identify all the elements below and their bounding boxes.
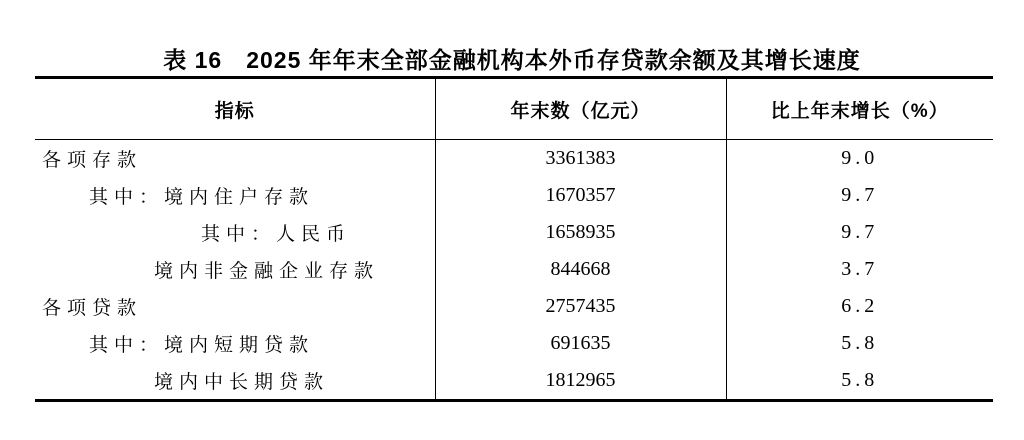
header-amount: 年末数（亿元） [435,78,726,140]
row-indicator: 各项贷款 [42,298,143,319]
row-growth: 5.8 [841,369,879,391]
row-indicator: 各项存款 [42,150,143,171]
table-title: 表 16 2025 年年末全部金融机构本外币存贷款余额及其增长速度 [163,47,861,73]
table-row [35,325,993,362]
row-amount: 2757435 [435,288,726,325]
table-row [35,140,993,178]
row-growth: 5.8 [841,332,879,354]
row-indicator: 境内中长期贷款 [154,372,330,393]
table-row [35,362,993,401]
row-growth: 9.7 [841,221,879,243]
header-growth: 比上年末增长（%） [726,78,993,140]
table-row [35,251,993,288]
row-amount: 1658935 [435,214,726,251]
row-growth: 3.7 [841,258,879,280]
table-row [35,288,993,325]
row-indicator: 其中：境内短期贷款 [89,335,315,356]
row-growth: 6.2 [841,295,879,317]
table-row [35,214,993,251]
deposits-loans-table [35,76,993,402]
row-indicator: 境内非金融企业存款 [154,261,380,282]
row-indicator: 其中：境内住户存款 [89,187,315,208]
row-growth: 9.0 [841,147,879,169]
row-amount: 3361383 [435,140,726,178]
row-amount: 691635 [435,325,726,362]
header-indicator: 指标 [35,78,435,140]
row-amount: 1670357 [435,177,726,214]
row-amount: 844668 [435,251,726,288]
row-amount: 1812965 [435,362,726,401]
table-header-row [35,78,993,140]
row-growth: 9.7 [841,184,879,206]
table-row [35,177,993,214]
row-indicator: 其中：人民币 [201,224,352,245]
